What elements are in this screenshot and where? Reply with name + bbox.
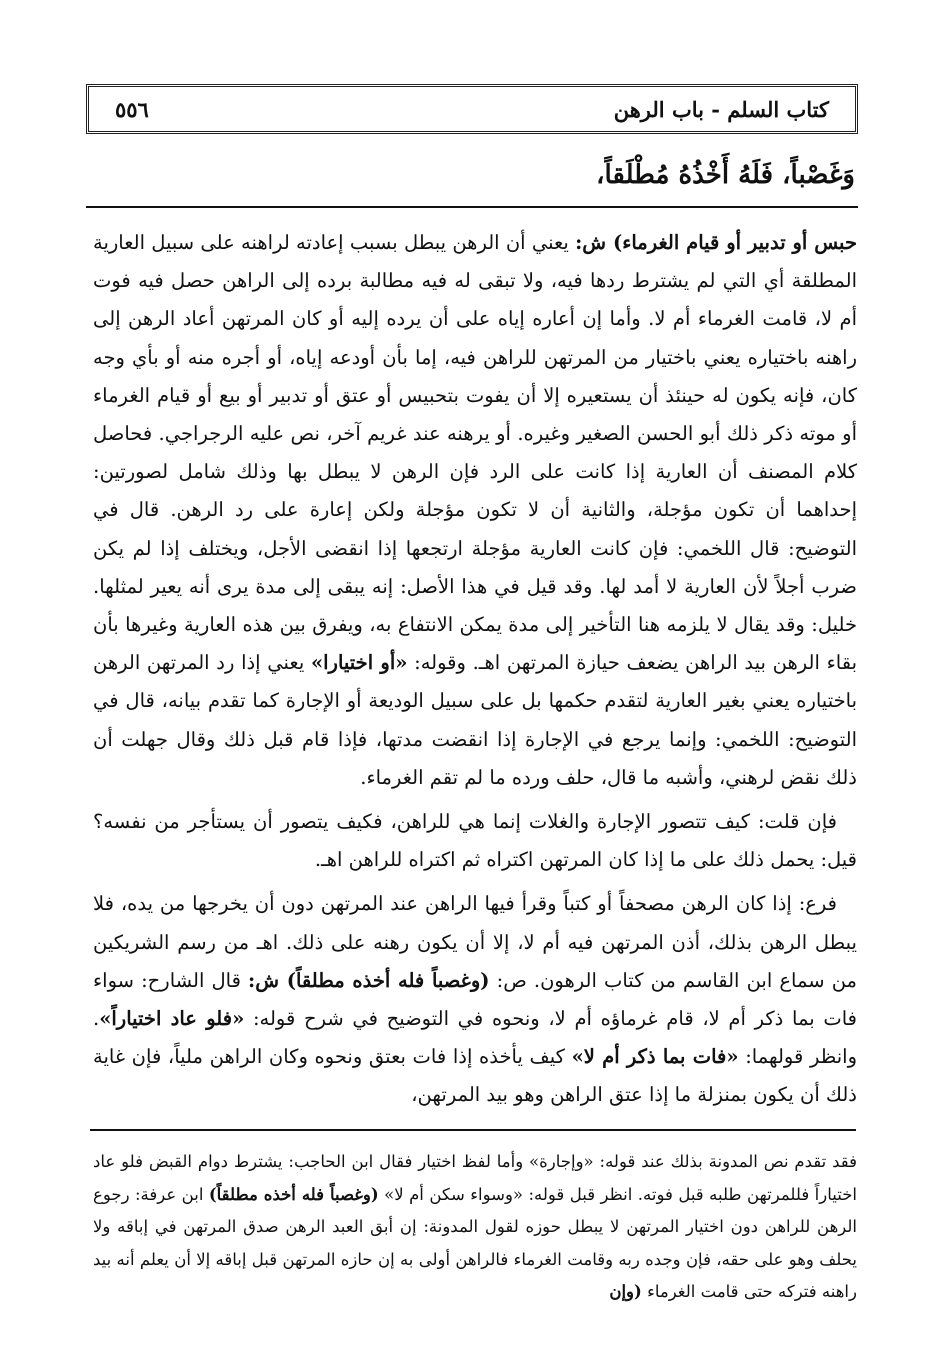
text-run: قال الشارح: سواء فات بما ذكر أم لا، قام غرماؤه أم لا، ونحوه في التوضيح في شرح قوله: [93, 968, 857, 1031]
footnote-divider [90, 1129, 856, 1131]
text-run: كيف يأخذه إذا فات بعتق ونحوه وكان الراهن ملياً، فإن غاية ذلك أن يكون بمنزلة ما إذا عتق الراهن وهو بيد المرتهن، [93, 1045, 857, 1107]
paragraph-3 [93, 885, 857, 1114]
text-run: ابن عرفة: رجوع الرهن للراهن دون اختيار المرتهن لا يبطل حوزه لقول المدونة: إن أبق العبد الرهن صدق المرتهن في إباقه ولا يحلف وهو على حقه، فإن وجده ربه وقامت الغرماء فالراهن أولى به إن حازه المرتهن قبل إباقه إلا أن يعلم أنه بيد راهنه فتركه حتى قامت الغرماء [93, 1184, 857, 1301]
text-run: . وانظر قولهما: [93, 1007, 857, 1069]
text-run: (وغصباً فله أخذه مطلقاً) [208, 1184, 379, 1204]
matn-text: وَغَصْباً، فَلَهُ أَخْذُهُ مُطْلَقاً، [596, 160, 855, 190]
commentary-body [93, 224, 857, 1115]
section-divider [86, 206, 858, 208]
footnote-paragraph [93, 1146, 857, 1309]
text-run: فرع: إذا كان الرهن مصحفاً أو كتباً وقرأ فيها الراهن عند المرتهن دون أن يخرجها من يده، فلا يبطل الرهن بذلك، أذن المرتهن فيه أم لا، إلا أن يكون رهنه على ذلك. اهـ من رسم الشريكين من سماع ابن القاسم من كتاب الرهون. ص: [93, 892, 857, 992]
paragraph-2: فإن قلت: كيف تتصور الإجارة والغلات إنما هي للراهن، فكيف يتصور أن يستأجر من نفسه؟ قيل: يحمل ذلك على ما إذا كان المرتهن اكتراه ثم اكتراه للراهن اهـ. [93, 810, 857, 872]
text-run: (وغصباً فله أخذه مطلقاً) ش: [248, 968, 490, 992]
page-header [86, 84, 858, 134]
text-run: حبس أو تدبير أو قيام الغرماء) ش: [575, 231, 857, 254]
text-run: يعني إذا رد المرتهن الرهن باختياره يعني بغير العارية لتقدم حكمها بل على سبيل الوديعة أو الإجارة كما تقدم بيانه، قال في التوضيح: اللخمي: وإنما يرجع في الإجارة إذا انقضت مدتها، فإذا قام قبل ذلك وقال جهلت أن ذلك نقض لرهني، وأشبه ما قال، حلف ورده ما لم تقم الغرماء. [93, 651, 857, 789]
text-run: «فات بما ذكر أم لا» [571, 1045, 739, 1069]
page-number: ٥٥٦ [115, 96, 149, 122]
text-run: يعني أن الرهن يبطل بسبب إعادته لراهنه على سبيل العارية المطلقة أي التي لم يشترط ردها فيه، ولا تبقى له فيه مطالبة برده إلى الراهن حصل فيه فوت أم لا، قامت الغرماء أم لا. وأما إن أعاره إياه على أن يرده إليه أو كان المرتهن أعاد الرهن إلى راهنه باختياره يعني باختيار من المرتهن للراهن فيه، إما بأن أودعه إياه، أو أجره منه أو بأي وجه كان، فإنه يكون له حينئذ أن يستعيره إلا أن يفوت بتحبيس أو عتق أو تدبير أو بيع أو قيام الغرماء أو موته ذكر ذلك أبو الحسن الصغير وغيره. أو يرهنه عند غريم آخر، نص عليه الرجراجي. فحاصل كلام المصنف أن العارية إذا كانت على الرد فإن الرهن لا يبطل بها وذلك شامل لصورتين: إحداهما أن تكون مؤجلة، والثانية أن لا تكون مؤجلة ولكن إعارة على رد الرهن. قال في التوضيح: قال اللخمي: فإن كانت العارية مؤجلة ارتجعها إذا انقضى الأجل، ويختلف إذا لم يكن ضرب أجلاً لأن العارية لا أمد لها. وقد قيل في هذا الأصل: إنه يبقى إلى مدة يرى أنه يعير لمثلها. خليل: وقد يقال لا يلزمه هنا التأخير إلى مدة يمكن الانتفاع به، ويفرق بين هذه العارية وغيرها بأن بقاء الرهن بيد الراهن يضعف حيازة المرتهن اهـ. وقوله: [93, 231, 857, 675]
chapter-title: كتاب السلم - باب الرهن [613, 96, 829, 122]
text-run: فقد تقدم نص المدونة بذلك عند قوله: «وإجارة» وأما لفظ اختيار فقال ابن الحاجب: يشترط دوام القبض فلو عاد اختياراً فللمرتهن طلبه قبل فوته. انظر قبل قوله: «وسواء سكن أم لا» [93, 1152, 857, 1204]
text-run: (وإن [609, 1282, 642, 1301]
paragraph-1 [93, 224, 857, 797]
text-run: «فلو عاد اختياراً» [99, 1007, 245, 1031]
text-run: «أو اختيارا» [310, 651, 408, 675]
footnotes [93, 1146, 857, 1309]
